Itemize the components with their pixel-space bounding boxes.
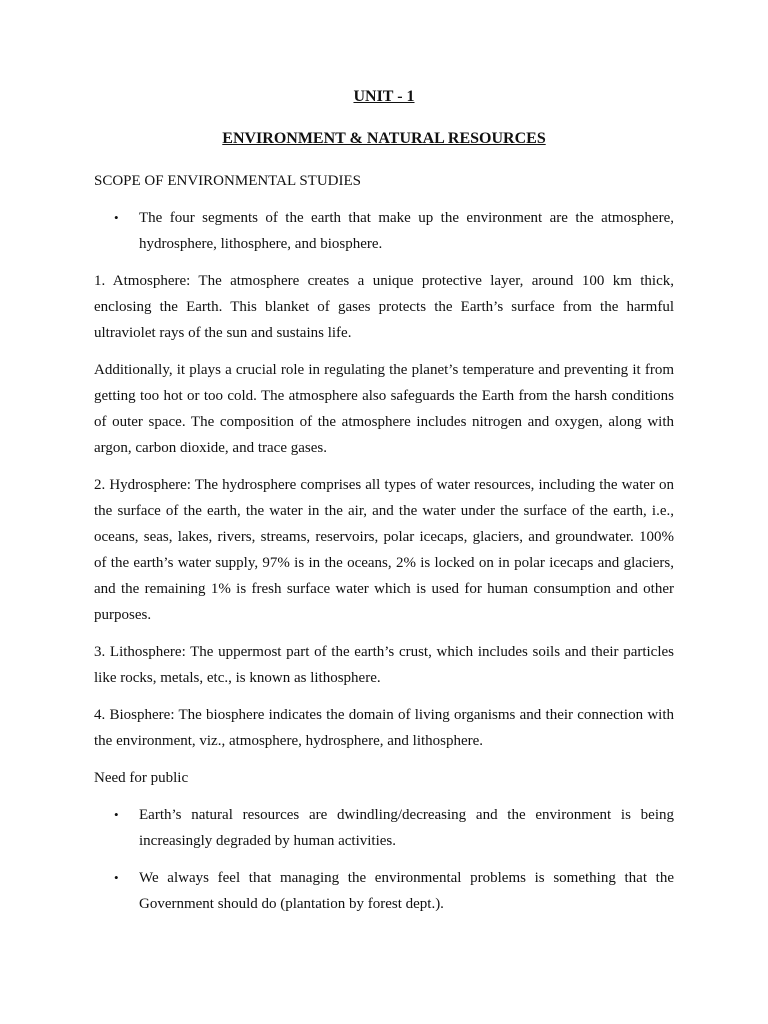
atmosphere-paragraph: 1. Atmosphere: The atmosphere creates a unique protective layer, around 100 km thick, enclosing the Earth. This blanket of gases protects the Earth’s surface from the harmful ultraviolet rays of the sun and sustains life. <box>94 273 674 341</box>
bullet-icon: • <box>114 807 119 822</box>
lithosphere-paragraph: 3. Lithosphere: The uppermost part of the earth’s crust, which includes soils and their particles like rocks, metals, etc., is known as lithosphere. <box>94 644 674 686</box>
need-heading: Need for public <box>94 770 189 786</box>
list-item <box>94 865 674 917</box>
document-content <box>94 84 674 917</box>
bullet-text: The four segments of the earth that make up the environment are the atmosphere, hydrosphere, lithosphere, and biosphere. <box>139 210 674 252</box>
biosphere-paragraph: 4. Biosphere: The biosphere indicates the domain of living organisms and their connection with the environment, viz., atmosphere, hydrosphere, and lithosphere. <box>94 707 674 749</box>
need-bullet-list <box>94 802 674 917</box>
list-item <box>94 205 674 257</box>
bullet-text: Earth’s natural resources are dwindling/decreasing and the environment is being increasingly degraded by human activities. <box>139 807 674 849</box>
scope-heading: SCOPE OF ENVIRONMENTAL STUDIES <box>94 173 362 189</box>
hydrosphere-paragraph: 2. Hydrosphere: The hydrosphere comprises all types of water resources, including the water on the surface of the earth, the water in the air, and the water under the surface of the earth, i.e., oceans, seas, lakes, rivers, streams, reservoirs, polar icecaps, glaciers, and groundwater. 100% of the earth’s water supply, 97% is in the oceans, 2% is locked on in polar icecaps and glaciers, and the remaining 1% is fresh surface water which is used for human consumption and other purposes. <box>94 477 674 623</box>
bullet-icon: • <box>114 210 119 225</box>
bullet-text: We always feel that managing the environmental problems is something that the Government should do (plantation by forest dept.). <box>139 870 674 912</box>
chapter-title: ENVIRONMENT & NATURAL RESOURCES <box>222 130 546 147</box>
bullet-icon: • <box>114 870 119 885</box>
list-item <box>94 802 674 854</box>
unit-title: UNIT - 1 <box>353 88 415 105</box>
scope-bullet-list <box>94 205 674 257</box>
atmosphere-detail-paragraph: Additionally, it plays a crucial role in regulating the planet’s temperature and preventing it from getting too hot or too cold. The atmosphere also safeguards the Earth from the harsh conditions of outer space. The composition of the atmosphere includes nitrogen and oxygen, along with argon, carbon dioxide, and trace gases. <box>94 362 674 456</box>
